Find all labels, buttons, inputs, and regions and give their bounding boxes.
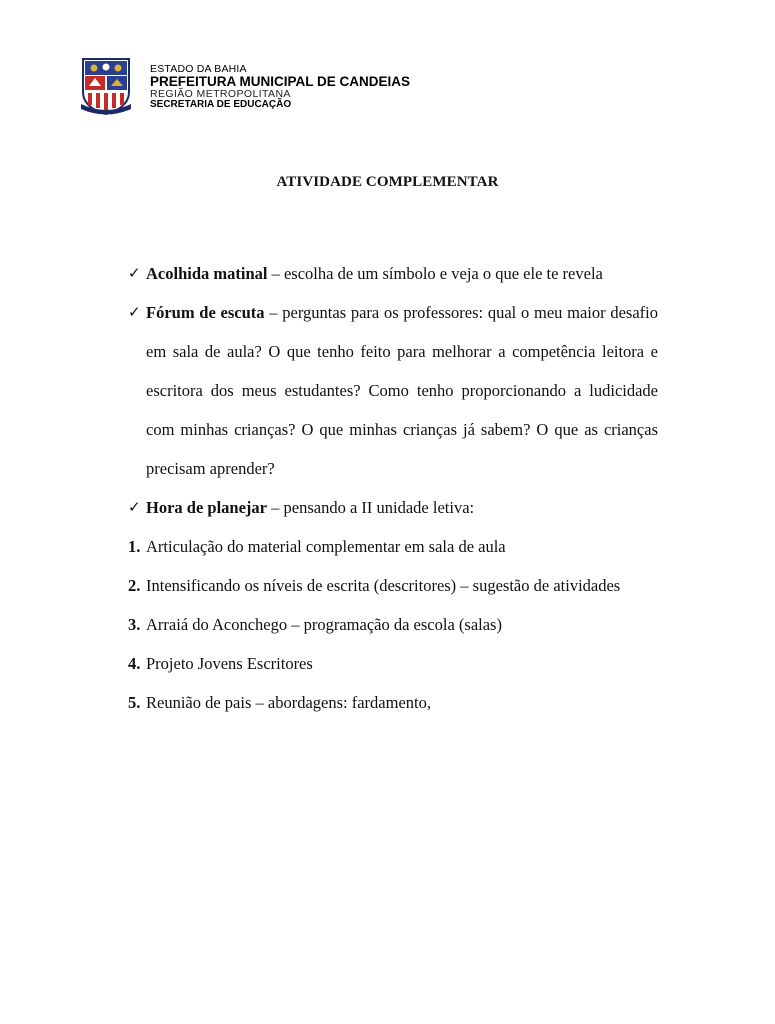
municipality-name: PREFEITURA MUNICIPAL DE CANDEIAS [150,74,411,89]
list-item [128,293,658,488]
item-text: Articulação do material complementar em sala de aula [146,537,506,556]
item-number: 1. [128,537,141,556]
list-item [128,254,658,293]
checkmark-icon: ✓ [128,303,141,321]
numbered-item [128,644,658,683]
item-text: – perguntas para os professores: qual o meu maior desafio em sala de aula? O que tenho feito para melhorar a competência leitora e escritora dos meus estudantes? Como tenho proporcionando a ludicidade com minhas crianças? O que minhas crianças já sabem? O que as crianças precisam aprender? [146,303,658,478]
item-heading: Fórum de escuta [146,303,265,322]
item-text: – escolha de um símbolo e veja o que ele te revela [267,264,603,283]
numbered-item [128,527,658,566]
letterhead-text [150,63,411,110]
department-name: SECRETARIA DE EDUCAÇÃO [150,99,292,110]
numbered-item [128,605,658,644]
numbered-item [128,566,658,605]
item-number: 5. [128,693,141,712]
item-text: Intensificando os níveis de escrita (descritores) – sugestão de atividades [146,576,621,595]
item-number: 4. [128,654,141,673]
checkmark-icon: ✓ [128,264,141,282]
item-text: Reunião de pais – abordagens: fardamento, [146,693,431,712]
document-title: ATIVIDADE COMPLEMENTAR [276,174,499,190]
document-body [128,254,658,722]
item-text: Projeto Jovens Escritores [146,654,313,673]
region-name: REGIÃO METROPOLITANA [150,88,291,100]
item-number: 2. [128,576,141,595]
list-item [128,488,658,527]
letterhead [80,56,411,118]
item-number: 3. [128,615,141,634]
item-heading: Hora de planejar [146,498,267,517]
municipal-coat-of-arms-icon [80,56,132,116]
item-text: – pensando a II unidade letiva: [267,498,475,517]
state-name: ESTADO DA BAHIA [150,63,247,75]
item-text: Arraiá do Aconchego – programação da escola (salas) [146,615,502,634]
numbered-item [128,683,658,722]
item-heading: Acolhida matinal [146,264,268,283]
checkmark-icon: ✓ [128,498,141,516]
